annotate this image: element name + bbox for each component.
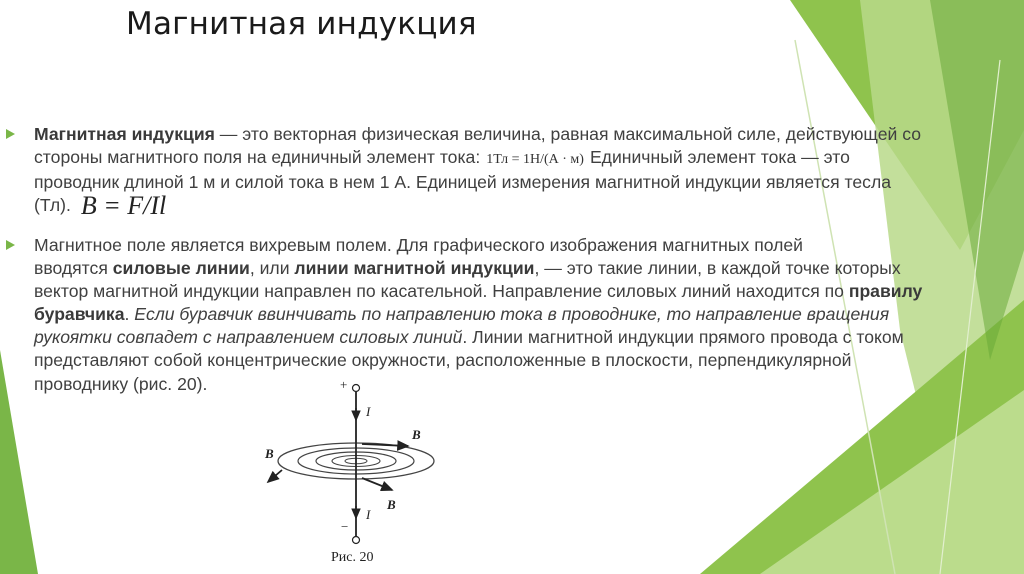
text-line: [34, 303, 1024, 326]
current-label-bottom: I: [366, 507, 371, 522]
b-vector-right: [362, 444, 408, 446]
slide-title: Магнитная индукция: [126, 6, 477, 42]
text-line: проводник длиной 1 м и силой тока в нем 1 А. Единицей измерения магнитной индукции является тесла: [34, 172, 892, 193]
tesla-unit-formula: 1Тл = 1Н/(А · м): [486, 151, 584, 167]
bullet-arrow-icon: [6, 129, 15, 139]
text-fragment: вводятся: [34, 258, 113, 279]
text-line: [34, 123, 1024, 146]
b-label-left: B: [265, 446, 274, 461]
bullet-arrow-icon: [6, 240, 15, 250]
text-fragment: (Тл).: [34, 194, 71, 215]
b-label-right: B: [412, 427, 421, 442]
text-line: Магнитное поле является вихревым полем. Для графического изображения магнитных полей: [34, 235, 804, 255]
b-vector-bottom: [362, 478, 392, 490]
text-line: проводнику (рис. 20).: [34, 373, 208, 394]
text-fragment: .: [124, 304, 135, 325]
b-label-bottom: B: [387, 497, 396, 512]
text-fragment: — это векторная физическая величина, равная максимальной силе, действующей со: [214, 124, 921, 144]
text-fragment: . Линии магнитной индукции прямого провода с током: [462, 327, 904, 348]
term-gimlet: буравчика: [34, 304, 125, 325]
text-italic: Если буравчик ввинчивать по направлению тока в проводнике, то направление вращения: [134, 304, 890, 325]
terminal-top: [353, 385, 360, 392]
text-fragment: вектор магнитной индукции направлен по касательной. Направление силовых линий находится по: [34, 281, 849, 302]
text-fragment: , или: [249, 258, 295, 279]
text-line: [34, 190, 1024, 220]
paragraph-field-lines: [34, 234, 1024, 396]
paragraph-definition: [34, 123, 1024, 220]
plus-sign: +: [340, 377, 348, 392]
term-induction-lines: линии магнитной индукции: [294, 258, 535, 279]
induction-formula: B = F/Il: [80, 190, 167, 220]
text-fragment: Единичный элемент тока — это: [589, 146, 850, 167]
terminal-bottom: [353, 537, 360, 544]
text-line: представляют собой концентрические окружности, расположенные в плоскости, перпендикулярной: [34, 350, 852, 371]
b-vector-left: [268, 470, 282, 482]
text-line: [34, 326, 1024, 349]
text-line: [34, 146, 1024, 172]
current-label-top: I: [366, 404, 371, 419]
text-fragment: стороны магнитного поля на единичный элемент тока:: [34, 146, 481, 167]
minus-sign: −: [341, 519, 349, 534]
figure-caption: Рис. 20: [331, 550, 374, 565]
text-italic: рукоятки совпадет с направлением силовых линий: [34, 327, 463, 348]
green-shape-left: [0, 350, 38, 574]
term-field-lines: силовые линии: [112, 258, 250, 279]
term-rule: правилу: [848, 281, 923, 302]
term-magnetic-induction: Магнитная индукция: [34, 124, 215, 144]
text-line: [34, 257, 1024, 280]
text-line: [34, 280, 1024, 303]
text-fragment: , — это такие линии, в каждой точке которых: [534, 258, 901, 279]
figure-wire-field-diagram: [250, 378, 460, 574]
